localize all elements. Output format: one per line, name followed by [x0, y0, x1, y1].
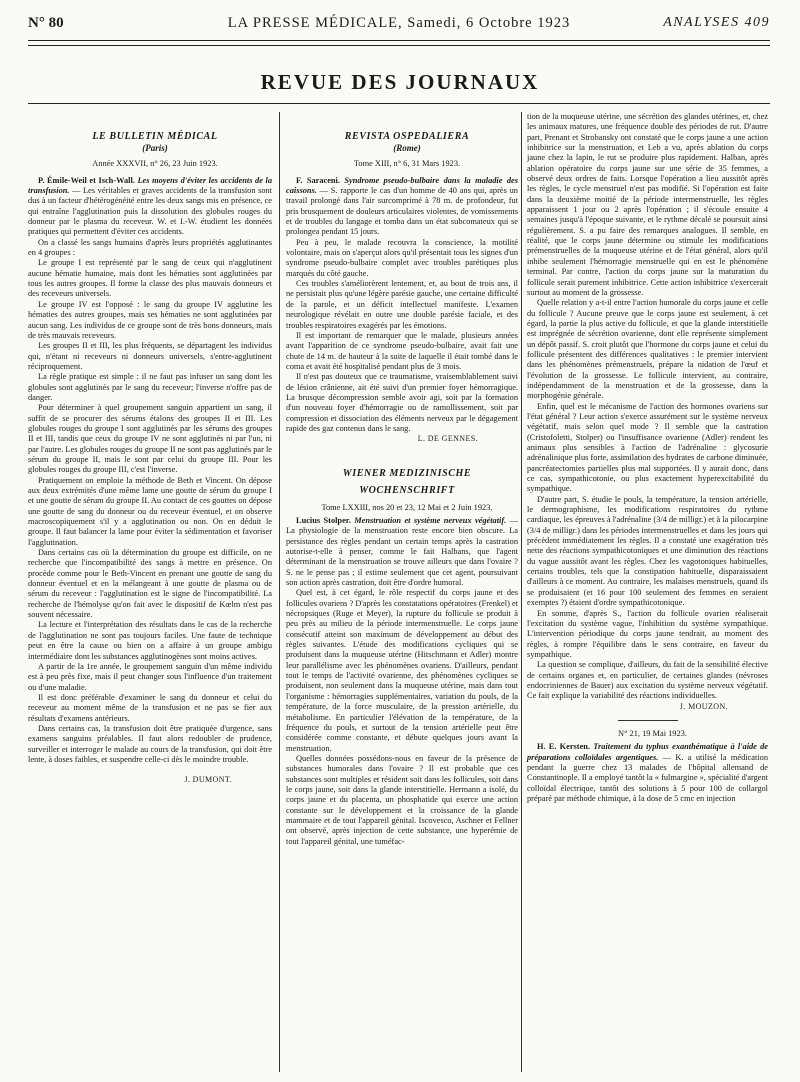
article-paragraph: Le groupe I est représenté par le sang de ceux qui n'agglutinent aucune hématie humaine, mais dont les hématies sont agglutinées par tous les autres groupes. Il forme la classe des plus mauvais donneurs et des receveurs universels. — [28, 258, 272, 299]
issue-reference: Tome XIII, n° 6, 31 Mars 1923. — [353, 159, 461, 169]
article-paragraph: Le groupe IV est l'opposé : le sang du groupe IV agglutine les hématies des autres groupes, mais ses hématies ne sont agglutinées par aucun sang. Les individus de ce groupe sont de très bons donneurs, mais de très mauvais receveurs. — [28, 299, 272, 340]
article-paragraph: H. E. Kersten. Traitement du typhus exanthématique à l'aide de préparations colloïdales argentiques. — K. a utilisé la médication pendant la guerre chez 13 malades de l'hôpital allemand de Constantinople. Il a employé tantôt la « fulmargine », spécialité d'argent colloïdal électrique, tantôt des solutions à 5 pour 100 de collargol préparé par méthode chimique, à la dose de 5 cmc en injection — [527, 742, 768, 803]
journal-heading: REVISTA OSPEDALIERA — [344, 131, 470, 142]
signature: J. DUMONT. — [184, 775, 232, 785]
article-paragraph: D'autre part, S. étudie le pouls, la température, la tension artérielle, le dermographisme, les modifications respiratoires du rythme cardiaque, les épreuves à l'adrénaline (3/4 de milligr.) et à la pilocarpine (3/4 de milligr.) dans les périodes intermenstruelles et dans les jours qui précèdent immédiatement les règles. Il a constaté une exagération très nette des réactions sympathicotoniques et une diminution des réactions du vague aussitôt avant les règles. Chez les vagotoniques habituelles, certains troubles, tels que la constipation habituelle, disparaissaient d'ailleurs à ce moment. Au contraire, les malaises menstruels, quand ils se produisaient (et 16 pour 100 seulement des femmes en seraient exemptes ?) étaient d'ordre sympathicotonique. — [527, 494, 768, 608]
article-title: Traitement du typhus exanthématique à l'aide de préparations colloïdales argentiques. — [527, 742, 768, 762]
column-2 — [286, 116, 518, 847]
article-paragraph: tion de la muqueuse utérine, une sécrétion des glandes utérines, et, chez les animaux matures, une fréquence double des périodes de rut. D'autre part, Prenant et Strobansky ont constaté que le corps jaune a une action inhibitrice sur la menstruation, et Leb a vu, après ablation du corps jaune chez la lapin, le rut se produire plus rapidement. Halban, après ablation opératoire du corps jaune sur une série de 35 femmes, a observé deux ordres de faits. Lorsque l'opération a lieu aussitôt après les règles, le cycle menstruel n'est pas modifié. Si l'opération est faite dans la deuxième moitié de la période intermenstruelle, les règles apparaissent 1 jour ou 2 après l'opération ; il s'écoule ensuite 4 semaines jusqu'à l'époque suivante, et le rythme décalé se poursuit ainsi régulièrement. S. a pu faire des remarques analogues. Il semble, en réalité, que le corps jaune détermine ou stimule les modifications prémenstruelles de la muqueuse utérine et de l'état général, alors qu'il inhibe seulement l'hémorragie menstruelle qui en est le phénomène terminal. Par contre, l'action du corps jaune sur la maturation du follicule serait purement inhibitrice. Cette action inhibitrice s'exercerait surtout au moment de la grossesse. — [527, 112, 768, 297]
article-paragraph: Les groupes II et III, les plus fréquents, se départagent les individus qui, n'étant ni receveurs ni donneurs universels, s'entre-agglutinent réciproquement. — [28, 341, 272, 371]
section-title: REVUE DES JOURNAUX — [260, 70, 540, 94]
article-paragraph: En somme, d'après S., l'action du follicule ovarien réaliserait l'excitation du système vague, l'inhibition du système sympathique. L'intervention périodique du corps jaune tendrait, au moment des règles, à rompre l'équilibre dans le sens contraire, en faveur du sympathique. — [527, 608, 768, 659]
issue-reference: Tome LXXIII, nos 20 et 23, 12 Mai et 2 Juin 1923. — [321, 502, 493, 512]
header-rule-thin — [28, 45, 770, 46]
article-paragraph: A partir de la 1re année, le groupement sanguin d'un même individu est à peu près fixe, mais il peut changer sous l'influence d'un traitement ou d'une maladie. — [28, 661, 272, 692]
article-paragraph: Il est important de remarquer que le malade, plusieurs années avant l'apparition de ce syndrome pseudo-bulbaire, avait fait une chute de 14 m. de hauteur à la suite de laquelle il était tombé dans le coma et avait été hospitalisé pendant plus de 3 mois. — [286, 330, 518, 371]
article-paragraph: La question se complique, d'ailleurs, du fait de la sensibilité élective de certains organes et, en particulier, de certaines glandes (névroses endocriniennes de Bauer) aux excitation du système nerveux végétatif. Ce fait explique la variabilité des réactions individuelles. — [527, 660, 768, 701]
issue-number: N° 80 — [28, 15, 64, 31]
article-author: H. E. Kersten. — [537, 742, 591, 752]
journal-date-line: LA PRESSE MÉDICALE, Samedi, 6 Octobre 1923 — [227, 15, 571, 31]
journal-heading: WOCHENSCHRIFT — [359, 484, 455, 496]
article-title: Les moyens d'éviter les accidents de la transfusion. — [28, 175, 272, 196]
article-author: P. Émile-Weil et Isch-Wall. — [38, 175, 135, 185]
issue-reference: N° 21, 19 Mai 1923. — [618, 728, 687, 738]
column-3 — [527, 112, 768, 804]
article-paragraph: Lucius Stolper. Menstruation et système nerveux végétatif. — La physiologie de la menstruation reste encore bien obscure. La persistance des règles pendant un certain temps après la castration autorise-t-elle à penser, comme le fait Halbans, que l'agent déterminant de la menstruation se trouve ailleurs que dans l'ovaire ? S. ne le pense pas ; il estime seulement que cet agent, poursuivant son action après castration, doit être d'ordre humoral. — [286, 515, 518, 588]
article-paragraph: Pratiquement on emploie la méthode de Beth et Vincent. On dépose aux deux extrémités d'une même lame une goutte de sérum du groupe I et une goutte de sérum du groupe II. Au contact de ces gouttes on dépose une goutte de sang du donneur ou du receveur éventuel, et on observe macroscopiquement s'il y a agglutination ou non. On en déduit le groupe. Il faut balancer la lame pour éviter la sédimentation et favoriser l'agglutination. — [28, 475, 272, 547]
article-paragraph: P. Émile-Weil et Isch-Wall. Les moyens d'éviter les accidents de la transfusion. — Les véritables et graves accidents de la transfusion sont dus à un facteur d'hétérogénéité entre les deux sangs mis en présence, ce qui entraîne l'agglutination puis la dissolution des globules rouges du donneur par le plasma du receveur. W. et I.-W. étudient les données pratiques qui permettent d'éviter ces accidents. — [28, 175, 272, 237]
article-paragraph: Il est donc préférable d'examiner le sang du donneur et celui du receveur au moment même de la transfusion et ne pas se fier aux résultats d'examens antérieurs. — [28, 692, 272, 723]
article-paragraph: Enfin, quel est le mécanisme de l'action des hormones ovariens sur l'état général ? Leur action s'exerce assurément sur le système nerveux végétatif, mais selon quel mode ? Il semble que la castration (Cristofoletti, Stolper) ou l'insuffisance ovarienne (Adler) rendent les animaux plus sensibles à l'action de l'adrénaline : glycosurie adrénalinique plus forte, assimilation des hydrates de carbone diminuée, pancréatectomies partielles plus mal supportées. Il y aurait donc, dans ce cas, sympathicotonie, ou plus exactement hyperexcitabilité du sympathique. — [527, 401, 768, 494]
column-1 — [28, 116, 272, 786]
header-rule — [28, 40, 770, 41]
journal-heading: LE BULLETIN MÉDICAL — [92, 131, 218, 142]
article-paragraph: Quel est, à cet égard, le rôle respectif du corps jaune et des follicules ovariens ? D'après les constatations opératoires (Frenkel) et nécropsiques (Ruge et Meyer), la rupture du follicule se produit à peu près au milieu de la période intermenstruelle. Le corps jaune consécutif atteint son maximum de développement au début des règles suivantes. L'étude des modifications cycliques qui se produisent dans la muqueuse utérine (Hitschmann et Adler) montre leur parallélisme avec les phénomènes ovariens. D'ailleurs, pendant tout le temps de l'activité ovarienne, des phénomènes cycliques se produisent, non seulement dans la muqueuse utérine, mais dans tout l'organisme : hémorragies supplémentaires, variation du pouls, de la température, de la force musculaire, de la pression artérielle, du métabolisme. En particulier l'élévation de la température, de la fréquence du pouls, et surtout de la tension artérielle peut être considérée comme constante, et débute quelques jours avant la menstruation. — [286, 588, 518, 753]
column-divider — [279, 112, 280, 1072]
article-separator — [618, 720, 678, 721]
title-rule — [28, 103, 770, 104]
article-paragraph: La lecture et l'interprétation des résultats dans le cas de la recherche de l'agglutination ne sont pas toujours faciles. Une faute de technique peut en être la cause ou bien on a affaire à un groupe ambigu intermédiaire dont les substances agglutinogènes sont moins actives. — [28, 620, 272, 661]
article-paragraph: La règle pratique est simple : il ne faut pas infuser un sang dont les globules sont agglutinés par le sang du receveur; l'inverse n'offre pas de danger. — [28, 372, 272, 402]
article-paragraph: On a classé les sangs humains d'après leurs propriétés agglutinantes en 4 groupes : — [28, 237, 272, 258]
article-paragraph: Pour déterminer à quel groupement sanguin appartient un sang, il suffit de se procurer des sérums étalons des groupes II et III. Les globules rouges du groupe I sont agglutinés par les sérums des groupes II et III, tandis que ceux du groupe IV ne sont agglutinés ni par l'un, ni par l'autre. Les globules rouges du groupe II ne sont pas agglutinés par le sérum du groupe II, mais le sont par celui du groupe III. Pour les globules rouges du groupe III, c'est l'inverse. — [28, 403, 272, 475]
article-paragraph: F. Saraceni. Syndrome pseudo-bulbaire dans la maladie des caissons. — S. rapporte le cas d'un homme de 40 ans qui, après un travail prolongé dans l'air surcomprimé à 78 m. de profondeur, fut pris brusquement de douleurs articulaires violentes, de vomissements et de troubles du langage et tomba dans un état subcomateux qui se prolongea pendant 15 jours. — [286, 175, 518, 237]
issue-reference: Année XXXVII, n° 26, 23 Juin 1923. — [92, 159, 218, 169]
signature: J. MOUZON. — [679, 701, 728, 711]
article-paragraph: Dans certains cas où la détermination du groupe est difficile, on ne recherche que l'incompatibilité des sangs à mettre en présence. On procède comme pour le Beth-Vincent en prenant une goutte de sang du donneur éventuel et en la mélangeant à une goutte de plasma ou de sérum du receveur : l'agglutination est le signe de l'incompatibilité. La recherche de l'hémolyse qu'on fait avec le dispositif de Kœlm n'est pas souvent nécessaire. — [28, 548, 272, 620]
signature: L. DE GENNES. — [417, 434, 478, 444]
running-head — [28, 15, 770, 37]
journal-city: (Rome) — [393, 143, 421, 153]
journal-heading: WIENER MEDIZINISCHE — [342, 467, 472, 479]
article-paragraph: Ces troubles s'améliorèrent lentement, et, au bout de trois ans, il ne persistait plus qu'une légère parésie gauche, une certaine difficulté de la parole, et un déficit intellectuel manifeste. L'examen neurologique révélait en outre une double parésie faciale, et des troubles respiratoires exagérés par les émotions. — [286, 279, 518, 330]
journal-city: (Paris) — [142, 143, 168, 153]
article-author: Lucius Stolper. — [296, 515, 351, 525]
article-title: Syndrome pseudo-bulbaire dans la maladie des caissons. — [286, 175, 518, 196]
article-paragraph: Dans certains cas, la transfusion doit être pratiquée d'urgence, sans examens sanguins préalables. Il faut alors redoubler de prudence, surveiller et interroger le malade au cours de la transfusion, qui doit être lente, à doses faibles, et suspendre celle-ci dès le moindre trouble. — [28, 723, 272, 764]
article-paragraph: Il n'est pas douteux que ce traumatisme, vraisemblablement suivi de lésion crânienne, ait été suivi d'un premier foyer hémorragique. La brusque décompression semble avoir agi, soit par la formation d'un nouveau foyer d'hémorragie ou de ramollissement, soit par compression et dissociation des éléments nerveux par le dégagement rapide des gaz contenus dans le sang. — [286, 372, 518, 433]
column-divider — [521, 112, 522, 1072]
article-title: Menstruation et système nerveux végétatif. — [354, 515, 507, 525]
article-paragraph: Peu à peu, le malade recouvra la conscience, la motilité volontaire, mais on s'aperçut alors qu'il présentait tous les signes d'un syndrome pseudo-bulbaire complet avec troubles parétiques plus marqués du côté gauche. — [286, 237, 518, 278]
section-page-label: ANALYSES 409 — [663, 15, 770, 30]
article-paragraph: Quelle relation y a-t-il entre l'action humorale du corps jaune et celle du follicule ? Aucune preuve que le corps jaune est seulement, à cet égard, la partie la plus active du follicule, et que la glande interstitielle est imprégnée de sécrétion ovarienne, dont elle représente simplement un dépôt passif. S. croit plutôt que l'hormone du corps jaune et celui du follicule présentent des différences qualitatives : le premier intervient dans les phénomènes prémenstruels, prépare la nidation de l'œuf et l'évolution de la grossesse. Le follicule intervient, au contraire, indépendamment de la menstruation et de la grossesse, dans la morphogénie générale. — [527, 298, 768, 401]
article-author: F. Saraceni. — [296, 175, 340, 185]
article-paragraph: Quelles données possédons-nous en faveur de la présence de substances humorales dans l'ovaire ? Il est probable que ces substances sont multiples et résident soit dans les follicules, soit dans le corps jaune, soit dans la glande interstitielle. Hermann a isolé, du corps jaune et du placenta, un phosphatide qui exerce une action constante sur le développement et la croissance de la glande mammaire et de tout l'appareil génital. Iscovesco, Aschner et Fellner ont observé, après injection de cette substance, une hyperémie de tout l'appareil génital, une tuméfac- — [286, 753, 518, 846]
